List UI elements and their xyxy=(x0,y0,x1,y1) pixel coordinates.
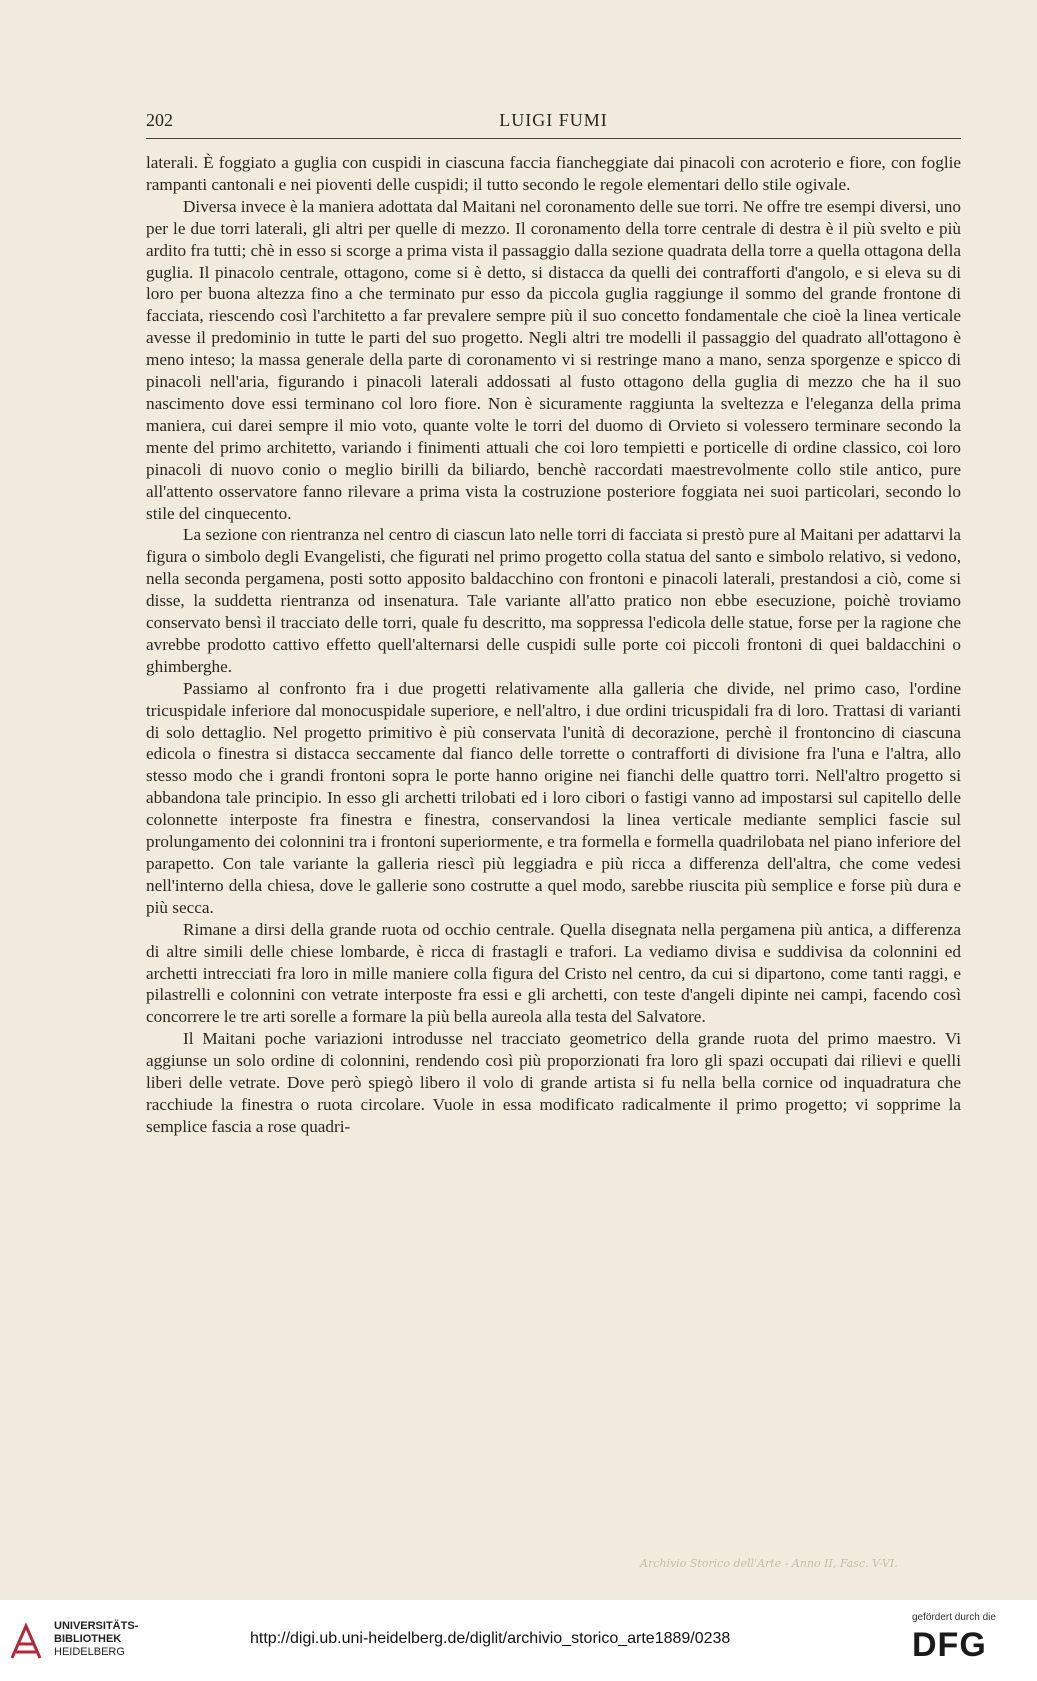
library-emblem-icon xyxy=(8,1622,44,1662)
page-number: 202 xyxy=(146,110,173,130)
funding-note: gefördert durch die xyxy=(912,1612,996,1623)
dfg-logo[interactable]: DFG xyxy=(912,1626,987,1664)
header-rule xyxy=(146,138,961,139)
body-text xyxy=(146,152,961,1138)
faint-footer-note: Archivio Storico dell'Arte - Anno II, Fasc. V-VI. xyxy=(640,1557,898,1570)
library-name-line: BIBLIOTHEK xyxy=(54,1633,122,1645)
funder-block xyxy=(912,1612,1032,1665)
paragraph: Diversa invece è la maniera adottata dal Maitani nel coronamento delle sue torri. Ne offre tre esempi diversi, uno per le due torri laterali, gli altri per quelle di mezzo. Il coronamento della torre centrale di destra è il più svelto e più ardito fra tutti; chè in esso si scorge a prima vista il passaggio dalla sezione quadrata della torre a quella ottagona della guglia. Il pinacolo centrale, ottagono, come si è detto, si distacca da quelli dei contrafforti d'angolo, e si eleva su di loro per buona altezza fino a che terminato pur esso da piccola guglia raggiunge il sommo del grande frontone di facciata, riescendo così l'architetto a far prevalere sempre più il suo concetto fondamentale che cioè la linea verticale avesse il predominio in tutte le parti del suo progetto. Negli altri tre modelli il passaggio del quadrato all'ottagono è meno inteso; la massa generale della parte di coronamento vi si restringe mano a mano, senza sporgenze e spicco di pinacoli nell'aria, figurando i pinacoli laterali addossati al fusto ottagono della guglia di mezzo che ha il suo nascimento dove essi terminano col loro fiore. Non è sicuramente raggiunta la sveltezza e l'eleganza della prima maniera, cui darei sempre il mio voto, quante volte le torri del duomo di Orvieto si volessero terminare secondo la mente del primo architetto, variando i finimenti attuali che coi loro tempietti e porticelle di ordine classico, coi loro pinacoli di nuovo conio o meglio birilli da biliardo, benchè raccordati maestrevolmente collo stile antico, pure all'attento osservatore fanno rilevare a prima vista la costruzione posteriore foggiata nei suoi particolari, secondo lo stile del cinquecento. xyxy=(146,196,961,523)
paragraph: Rimane a dirsi della grande ruota od occhio centrale. Quella disegnata nella pergamena più antica, a differenza di altre simili delle chiese lombarde, è ricca di frastagli e trafori. La vediamo divisa e suddivisa da colonnini ed archetti intrecciati fra loro in mille maniere colla figura del Cristo nel centro, da cui si dipartono, come tanti raggi, e pilastrelli e colonnini con vetrate interposte fra essi e gli archetti, con teste d'angeli dipinte nei campi, facendo così concorrere le tre arti sorelle a formare la più bella aureola alla testa del Salvatore. xyxy=(146,919,961,1027)
paragraph: Il Maitani poche variazioni introdusse nel tracciato geometrico della grande ruota del primo maestro. Vi aggiunse un solo ordine di colonnini, rendendo così più proporzionati fra loro gli spazi occupati dai rilievi e quelli liberi delle vetrate. Dove però spiegò libero il volo di grande artista si fu nella bella cornice od inquadratura che racchiude la finestra o ruota circolare. Vuole in essa modificato radicalmente il primo progetto; vi sopprime la semplice fascia a rose quadri- xyxy=(146,1029,961,1136)
running-title: LUIGI FUMI xyxy=(499,110,608,130)
library-name-line: HEIDELBERG xyxy=(54,1646,125,1658)
paragraph: La sezione con rientranza nel centro di ciascun lato nelle torri di facciata si prestò pure al Maitani per adattarvi la figura o simbolo degli Evangelisti, che figurati nel primo progetto colla statua del santo e simbolo relativo, si vedono, nella seconda pergamena, posti sotto apposito baldacchino con frontoni e pinacoli laterali, prestandosi a ciò, come si disse, la suddetta rientranza od insenatura. Tale variante all'atto pratico non ebbe esecuzione, poichè troviamo conservato bensì il tracciato delle torri, quale fu descritto, ma soppressa l'edicola delle statue, forse per la ragione che avrebbe prodotto cattivo effetto quell'alternarsi delle cuspidi sulle porte coi piccoli frontoni di quei baldacchini o ghimberghe. xyxy=(146,525,961,676)
source-url-link[interactable]: http://digi.ub.uni-heidelberg.de/diglit/archivio_storico_arte1889/0238 xyxy=(250,1630,731,1647)
paragraph: Passiamo al confronto fra i due progetti relativamente alla galleria che divide, nel primo caso, l'ordine tricuspidale inferiore dal monocuspidale superiore, e nell'altro, i due ordini tricuspidali fra di loro. Trattasi di varianti di solo dettaglio. Nel progetto primitivo è più conservata l'unità di decorazione, perchè il frontoncino di ciascuna edicola o finestra si distacca seccamente dal fianco delle torrette o contrafforti di divisione fra l'una e l'altra, allo stesso modo che i grandi frontoni sopra le porte hanno origine nei fianchi delle quattro torri. Nell'altro progetto si abbandona tale principio. In esso gli archetti trilobati ed i loro cibori o fastigi vanno ad impostarsi sul capitello delle colonnette interposte fra finestra e finestra, conservandosi la linea verticale mediante semplici fascie sul prolungamento dei colonnini tra i frontoni superiormente, e tra formella e formella quadrilobata nel piano inferiore del parapetto. Con tale variante la galleria riescì più leggiadra e più ricca a differenza dell'altra, che come vedesi nell'interno della chiesa, dove le gallerie sono costrutte a quel modo, sarebbe riuscita più semplice e forse più dura e più secca. xyxy=(146,678,961,917)
library-name-line: UNIVERSITÄTS- xyxy=(54,1620,139,1632)
digitization-footer xyxy=(0,1600,1037,1681)
paragraph: laterali. È foggiato a guglia con cuspidi in ciascuna faccia fiancheggiate dai pinacoli con acroterio e fiore, con foglie rampanti cantonali e nei pioventi delle cuspidi; il tutto secondo le regole elementari dello stile ogivale. xyxy=(146,153,961,194)
library-logo[interactable] xyxy=(8,1614,139,1670)
page-header xyxy=(146,110,961,136)
library-name xyxy=(54,1620,138,1659)
